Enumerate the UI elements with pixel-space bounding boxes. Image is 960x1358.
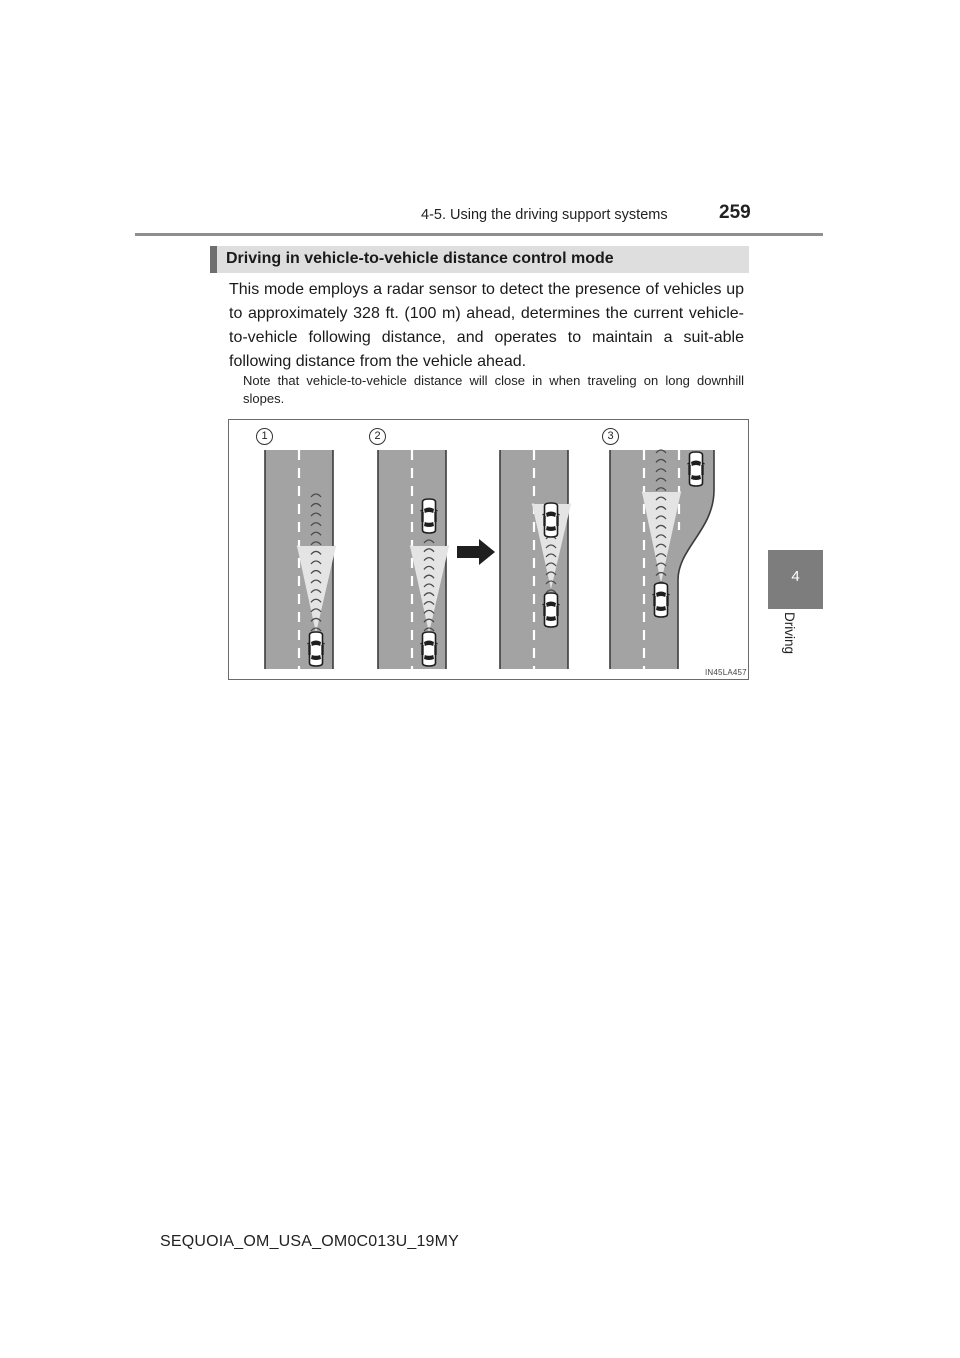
chapter-tab-number: 4 <box>791 568 800 585</box>
figure-code: IN45LA457 <box>705 668 747 677</box>
road-scene-2 <box>378 450 449 669</box>
illustration-figure <box>228 419 749 680</box>
figure-callout-3: 3 <box>602 428 619 445</box>
chapter-label-wrap <box>768 612 798 672</box>
body-paragraph: This mode employs a radar sensor to detect the presence of vehicles up to approximately 328 ft. (100 m) ahead, determines the current vehicle-to-vehicle following distance, and operates to maintain a suit-able following distance from the vehicle ahead. <box>229 281 744 370</box>
transition-arrow-icon <box>457 539 495 565</box>
vehicle-icon <box>421 632 438 666</box>
vehicle-icon <box>421 499 438 533</box>
figure-callout-2: 2 <box>369 428 386 445</box>
road-illustration <box>229 420 748 679</box>
section-heading <box>210 246 749 273</box>
figure-callout-1: 1 <box>256 428 273 445</box>
vehicle-icon <box>308 632 325 666</box>
vehicle-icon <box>543 503 560 537</box>
header-divider <box>135 233 823 236</box>
vehicle-icon <box>543 593 560 627</box>
page-number: 259 <box>719 202 751 223</box>
chapter-tab[interactable] <box>768 550 823 609</box>
vehicle-icon <box>653 583 670 617</box>
vehicle-icon <box>688 452 705 486</box>
header-section-title: 4-5. Using the driving support systems <box>421 207 668 223</box>
road-scene-3 <box>500 450 571 669</box>
note-paragraph: Note that vehicle-to-vehicle distance will close in when traveling on long downhill slopes. <box>243 373 744 406</box>
chapter-label: Driving <box>782 612 797 655</box>
road-scene-1 <box>265 450 336 669</box>
road-scene-4 <box>610 450 714 669</box>
footer-doc-id: SEQUOIA_OM_USA_OM0C013U_19MY <box>160 1233 460 1250</box>
section-heading-text: Driving in vehicle-to-vehicle distance control mode <box>226 250 614 267</box>
